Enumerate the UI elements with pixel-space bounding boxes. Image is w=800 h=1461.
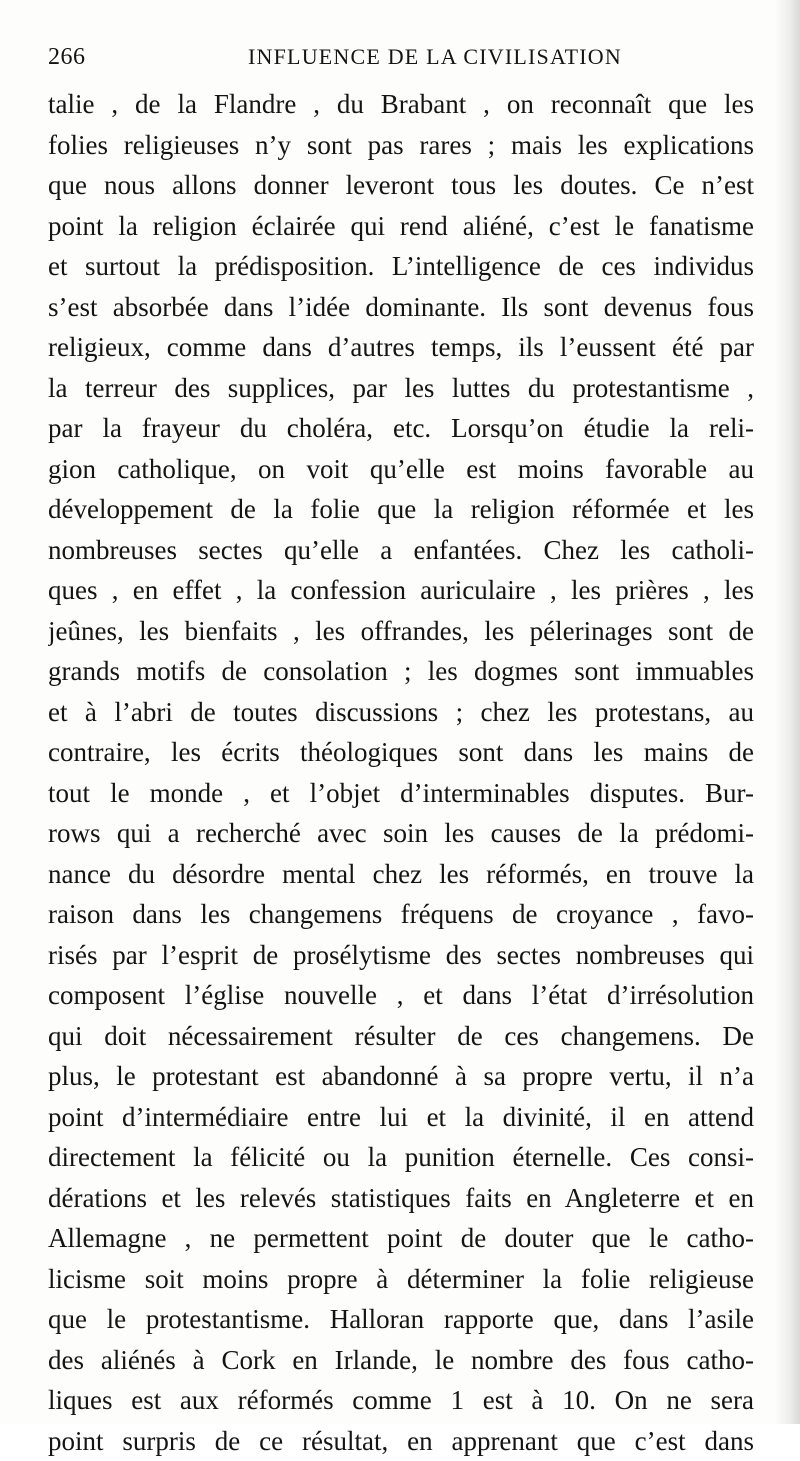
text-line: point surpris de ce résultat, en apprenant que c’est dans (48, 1421, 754, 1461)
text-line: s’est absorbée dans l’idée dominante. Ils sont devenus fous (48, 287, 754, 328)
text-line: tout le monde , et l’objet d’interminables disputes. Bur- (48, 773, 754, 814)
text-line: grands motifs de consolation ; les dogmes sont immuables (48, 651, 754, 692)
text-line: la terreur des supplices, par les luttes du protestantisme , (48, 368, 754, 409)
text-line: Allemagne , ne permettent point de douter que le catho- (48, 1218, 754, 1259)
text-line: et surtout la prédisposition. L’intelligence de ces individus (48, 246, 754, 287)
text-line: qui doit nécessairement résulter de ces changemens. De (48, 1016, 754, 1057)
text-line: point la religion éclairée qui rend aliéné, c’est le fanatisme (48, 206, 754, 247)
body-text (48, 84, 754, 1461)
text-line: contraire, les écrits théologiques sont dans les mains de (48, 732, 754, 773)
text-line: raison dans les changemens fréquens de croyance , favo- (48, 894, 754, 935)
text-line: religieux, comme dans d’autres temps, ils l’eussent été par (48, 327, 754, 368)
text-line: par la frayeur du choléra, etc. Lorsqu’on étudie la reli- (48, 408, 754, 449)
text-line: composent l’église nouvelle , et dans l’état d’irrésolution (48, 975, 754, 1016)
text-line: liques est aux réformés comme 1 est à 10. On ne sera (48, 1380, 754, 1421)
text-line: point d’intermédiaire entre lui et la divinité, il en attend (48, 1097, 754, 1138)
text-line: et à l’abri de toutes discussions ; chez les protestans, au (48, 692, 754, 733)
text-line: talie , de la Flandre , du Brabant , on reconnaît que les (48, 84, 754, 125)
text-line: nombreuses sectes qu’elle a enfantées. Chez les catholi- (48, 530, 754, 571)
page-number: 266 (48, 44, 86, 71)
text-line: folies religieuses n’y sont pas rares ; mais les explications (48, 125, 754, 166)
text-line: jeûnes, les bienfaits , les offrandes, les pélerinages sont de (48, 611, 754, 652)
text-line: que nous allons donner leveront tous les doutes. Ce n’est (48, 165, 754, 206)
text-line: des aliénés à Cork en Irlande, le nombre des fous catho- (48, 1340, 754, 1381)
text-line: gion catholique, on voit qu’elle est moins favorable au (48, 449, 754, 490)
text-line: ques , en effet , la confession auriculaire , les prières , les (48, 570, 754, 611)
running-head: INFLUENCE DE LA CIVILISATION (248, 44, 622, 70)
text-line: nance du désordre mental chez les réformés, en trouve la (48, 854, 754, 895)
text-line: dérations et les relevés statistiques faits en Angleterre et en (48, 1178, 754, 1219)
text-line: directement la félicité ou la punition éternelle. Ces consi- (48, 1137, 754, 1178)
gutter-shadow (774, 0, 800, 1424)
page-header (48, 44, 748, 78)
text-line: que le protestantisme. Halloran rapporte que, dans l’asile (48, 1299, 754, 1340)
text-line: plus, le protestant est abandonné à sa propre vertu, il n’a (48, 1056, 754, 1097)
text-line: licisme soit moins propre à déterminer la folie religieuse (48, 1259, 754, 1300)
text-line: développement de la folie que la religion réformée et les (48, 489, 754, 530)
text-line: risés par l’esprit de prosélytisme des sectes nombreuses qui (48, 935, 754, 976)
text-line: rows qui a recherché avec soin les causes de la prédomi- (48, 813, 754, 854)
